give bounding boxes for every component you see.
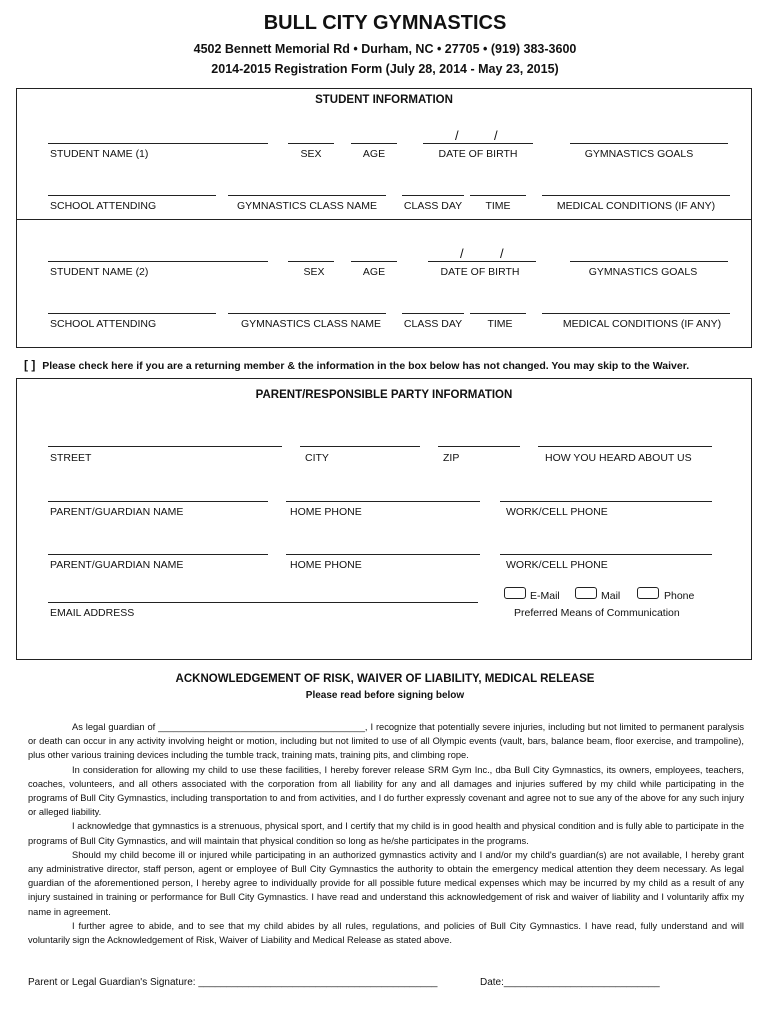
student2-medical-field[interactable] — [542, 313, 730, 314]
guardian1-home-phone-field[interactable] — [286, 501, 480, 502]
mail-checkbox[interactable] — [575, 587, 597, 599]
guardian1-name-label: PARENT/GUARDIAN NAME — [50, 506, 184, 518]
returning-member-notice — [24, 358, 689, 372]
guardian2-name-field[interactable] — [48, 554, 268, 555]
guardian1-work-phone-label: WORK/CELL PHONE — [506, 506, 608, 518]
mail-option-label: Mail — [601, 590, 621, 602]
waiver-subheading: Please read before signing below — [305, 690, 465, 701]
form-title: BULL CITY GYMNASTICS — [263, 12, 507, 34]
dob-slash: / — [500, 246, 504, 261]
student2-medical-label: MEDICAL CONDITIONS (IF ANY) — [562, 318, 722, 330]
student2-age-label: AGE — [362, 266, 386, 278]
city-field[interactable] — [300, 446, 420, 447]
zip-label: ZIP — [443, 452, 460, 464]
returning-member-text: Please check here if you are a returning member & the information in the box below has not changed. You may skip to the Waiver. — [42, 360, 690, 372]
student2-dob-label: DATE OF BIRTH — [440, 266, 520, 278]
student1-school-label: SCHOOL ATTENDING — [50, 200, 157, 212]
student1-dob-label: DATE OF BIRTH — [438, 148, 518, 160]
student2-goals-field[interactable] — [570, 261, 728, 262]
waiver-paragraph: I further agree to abide, and to see that my child abides by all rules, regulations, and policies of Bull City Gymnastics. I have read, fully understand and will voluntarily sign the Acknowledgement of Risk, Waiver of Liability and Medical Release as stated above. — [28, 920, 744, 946]
student1-age-label: AGE — [362, 148, 386, 160]
student2-name-label: STUDENT NAME (2) — [50, 266, 149, 278]
student1-time-label: TIME — [485, 200, 511, 212]
student2-day-label: CLASS DAY — [403, 318, 463, 330]
heard-about-field[interactable] — [538, 446, 712, 447]
student2-sex-field[interactable] — [288, 261, 334, 262]
student1-name-field[interactable] — [48, 143, 268, 144]
student2-class-field[interactable] — [228, 313, 386, 314]
student1-class-label: GYMNASTICS CLASS NAME — [236, 200, 378, 212]
guardian2-name-label: PARENT/GUARDIAN NAME — [50, 559, 184, 571]
street-label: STREET — [50, 452, 92, 464]
email-option-label: E-Mail — [530, 590, 560, 602]
student1-day-field[interactable] — [402, 195, 464, 196]
student2-class-label: GYMNASTICS CLASS NAME — [240, 318, 382, 330]
student1-medical-field[interactable] — [542, 195, 730, 196]
gym-address: 4502 Bennett Memorial Rd • Durham, NC • 27705 • (919) 383-3600 — [193, 42, 577, 56]
waiver-paragraph: In consideration for allowing my child to use these facilities, I hereby forever release SRM Gym Inc., dba Bull City Gymnastics, its owners, employees, teachers, coaches, volunteers, and all others associated with the corporation from all liability for any and all damages and injuries suffered by my child while participating in the programs of Bull City Gymnastics, including transportation to and from activities, and I do further expressly covenant and agree not to sue any of the above for any such injury or alleged liability. — [28, 764, 744, 818]
guardian1-home-phone-label: HOME PHONE — [290, 506, 362, 518]
student1-goals-label: GYMNASTICS GOALS — [584, 148, 694, 160]
zip-field[interactable] — [438, 446, 520, 447]
student1-sex-label: SEX — [300, 148, 322, 160]
student2-age-field[interactable] — [351, 261, 397, 262]
waiver-paragraph: Should my child become ill or injured while participating in an authorized gymnastics activity and I and/or my child's guardian(s) are not available, I hereby grant any administrative director, staff person, agent or employee of Bull City Gymnastics the authority to obtain the emergency medical attention they deem necessary. As legal guardian of the aforementioned person, I hereby agree to individually provide for all possible future medical expenses which may be incurred by my child as a result of any injury sustained in training or performance for Bull City Gymnastics. I have read and understand this acknowledgement of risk and waiver of liability and I voluntarily affix my name in agreement. — [28, 849, 744, 917]
student1-time-field[interactable] — [470, 195, 526, 196]
student1-age-field[interactable] — [351, 143, 397, 144]
street-field[interactable] — [48, 446, 282, 447]
waiver-paragraph: As legal guardian of ________________________________________, I recognize that potentially severe injuries, including but not limited to permanent paralysis or death can occur in any activity involving height or motion, including but not limited to use of all Olympic events (vault, bars, balance beam, floor exercise, and trampoline), plus other various training devices including the tumble track, training mats, training pits, and climbing rope. — [28, 722, 744, 761]
student1-sex-field[interactable] — [288, 143, 334, 144]
student2-school-field[interactable] — [48, 313, 216, 314]
student2-sex-label: SEX — [303, 266, 325, 278]
returning-member-checkbox[interactable]: [ ] — [24, 358, 36, 372]
guardian-signature-line[interactable]: Parent or Legal Guardian's Signature: ___________________________________________ — [28, 977, 438, 988]
student1-goals-field[interactable] — [570, 143, 728, 144]
waiver-heading: ACKNOWLEDGEMENT OF RISK, WAIVER OF LIABILITY, MEDICAL RELEASE — [175, 673, 595, 685]
email-label: EMAIL ADDRESS — [50, 607, 135, 619]
student-divider — [17, 219, 751, 220]
guardian2-work-phone-field[interactable] — [500, 554, 712, 555]
student1-dob-field[interactable] — [423, 143, 533, 144]
guardian1-name-field[interactable] — [48, 501, 268, 502]
email-field[interactable] — [48, 602, 478, 603]
guardian2-home-phone-field[interactable] — [286, 554, 480, 555]
student1-school-field[interactable] — [48, 195, 216, 196]
student2-time-label: TIME — [487, 318, 513, 330]
phone-checkbox[interactable] — [637, 587, 659, 599]
dob-slash: / — [455, 128, 459, 143]
dob-slash: / — [494, 128, 498, 143]
guardian2-home-phone-label: HOME PHONE — [290, 559, 362, 571]
student1-medical-label: MEDICAL CONDITIONS (IF ANY) — [556, 200, 716, 212]
signature-date-line[interactable]: Date:____________________________ — [480, 977, 660, 988]
student2-goals-label: GYMNASTICS GOALS — [588, 266, 698, 278]
student-information-heading: STUDENT INFORMATION — [315, 94, 453, 106]
city-label: CITY — [305, 452, 329, 464]
student2-name-field[interactable] — [48, 261, 268, 262]
student-information-section — [16, 88, 752, 348]
student1-day-label: CLASS DAY — [403, 200, 463, 212]
waiver-text — [28, 720, 744, 947]
student2-day-field[interactable] — [402, 313, 464, 314]
student1-class-field[interactable] — [228, 195, 386, 196]
communication-label: Preferred Means of Communication — [514, 607, 680, 619]
heard-about-label: HOW YOU HEARD ABOUT US — [545, 452, 692, 464]
email-checkbox[interactable] — [504, 587, 526, 599]
student2-school-label: SCHOOL ATTENDING — [50, 318, 157, 330]
guardian1-work-phone-field[interactable] — [500, 501, 712, 502]
dob-slash: / — [460, 246, 464, 261]
waiver-paragraph: I acknowledge that gymnastics is a strenuous, physical sport, and I certify that my child is in good health and physical condition and is fully able to participate in the programs of Bull City Gymnastics, and will maintain that physical condition so long as he/she participates in the programs. — [28, 821, 744, 846]
student2-time-field[interactable] — [470, 313, 526, 314]
phone-option-label: Phone — [664, 590, 695, 602]
student1-name-label: STUDENT NAME (1) — [50, 148, 149, 160]
student2-dob-field[interactable] — [428, 261, 536, 262]
registration-form-title: 2014-2015 Registration Form (July 28, 2014 - May 23, 2015) — [211, 62, 559, 76]
guardian2-work-phone-label: WORK/CELL PHONE — [506, 559, 608, 571]
parent-information-heading: PARENT/RESPONSIBLE PARTY INFORMATION — [255, 389, 513, 401]
